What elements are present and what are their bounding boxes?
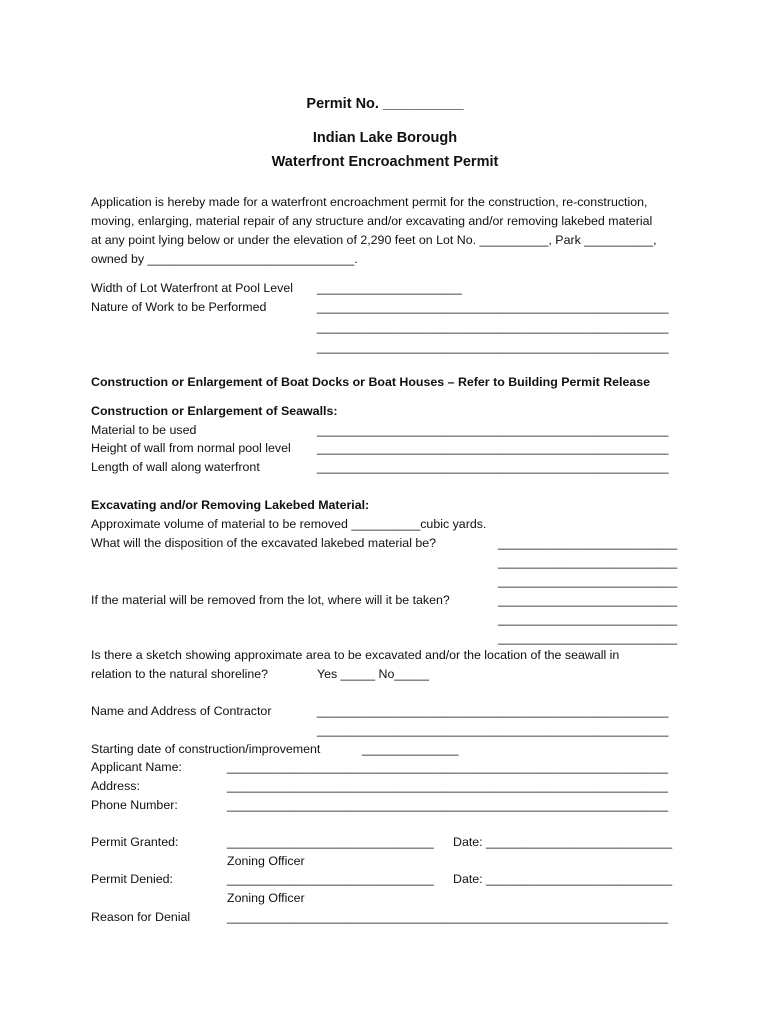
contractor-field[interactable]: ___________________________________________________ (317, 723, 669, 737)
form-title: Waterfront Encroachment Permit (271, 154, 499, 170)
contractor-field[interactable]: ___________________________________________________ (317, 704, 669, 718)
sketch-yes-no-field[interactable]: Yes _____ No_____ (317, 667, 429, 681)
seawall-length-label: Length of wall along waterfront (91, 460, 260, 474)
removal-destination-field[interactable]: __________________________ (498, 612, 678, 626)
nature-of-work-label: Nature of Work to be Performed (91, 300, 267, 314)
zoning-officer-caption: Zoning Officer (227, 891, 305, 905)
applicant-name-label: Applicant Name: (91, 760, 182, 774)
intro-line: at any point lying below or under the elevation of 2,290 feet on Lot No. __________, Park __________, (91, 233, 657, 247)
removal-destination-field[interactable]: __________________________ (498, 631, 678, 645)
seawall-height-field[interactable]: ___________________________________________________ (317, 441, 669, 455)
denied-signature-field[interactable]: ______________________________ (227, 872, 434, 886)
denial-reason-field[interactable]: ________________________________________________________________ (227, 910, 669, 924)
applicant-name-field[interactable]: ________________________________________________________________ (227, 760, 669, 774)
zoning-officer-caption: Zoning Officer (227, 854, 305, 868)
permit-denied-label: Permit Denied: (91, 872, 173, 886)
volume-line[interactable]: Approximate volume of material to be removed __________cubic yards. (91, 517, 487, 531)
seawalls-heading: Construction or Enlargement of Seawalls: (91, 404, 338, 418)
seawall-height-label: Height of wall from normal pool level (91, 441, 291, 455)
seawall-length-field[interactable]: ___________________________________________________ (317, 460, 669, 474)
sketch-question: Is there a sketch showing approximate area to be excavated and/or the location of the seawall in (91, 648, 620, 662)
seawall-material-label: Material to be used (91, 423, 197, 437)
disposition-field[interactable]: __________________________ (498, 574, 678, 588)
granted-date-field[interactable]: Date: ___________________________ (453, 835, 673, 849)
intro-line: moving, enlarging, material repair of any structure and/or excavating and/or removing lakebed material (91, 214, 653, 228)
address-label: Address: (91, 779, 140, 793)
start-date-field[interactable]: ______________ (362, 742, 459, 756)
removal-destination-label: If the material will be removed from the lot, where will it be taken? (91, 593, 450, 607)
seawall-material-field[interactable]: ___________________________________________________ (317, 423, 669, 437)
address-field[interactable]: ________________________________________________________________ (227, 779, 669, 793)
permit-number: Permit No. __________ (306, 96, 464, 112)
excavating-heading: Excavating and/or Removing Lakebed Material: (91, 498, 370, 512)
lot-width-field[interactable]: _____________________ (317, 281, 462, 295)
start-date-label: Starting date of construction/improvement (91, 742, 321, 756)
disposition-field[interactable]: __________________________ (498, 536, 678, 550)
phone-field[interactable]: ________________________________________________________________ (227, 798, 669, 812)
denied-date-field[interactable]: Date: ___________________________ (453, 872, 673, 886)
granted-signature-field[interactable]: ______________________________ (227, 835, 434, 849)
borough-name: Indian Lake Borough (312, 130, 458, 146)
intro-line: Application is hereby made for a waterfront encroachment permit for the construction, re-construction, (91, 195, 648, 209)
removal-destination-field[interactable]: __________________________ (498, 593, 678, 607)
nature-of-work-field[interactable]: ___________________________________________________ (317, 340, 669, 354)
contractor-label: Name and Address of Contractor (91, 704, 272, 718)
sketch-question-cont: relation to the natural shoreline? (91, 667, 269, 681)
intro-line: owned by ______________________________. (91, 252, 358, 266)
phone-label: Phone Number: (91, 798, 178, 812)
boat-docks-heading: Construction or Enlargement of Boat Docks or Boat Houses – Refer to Building Permit Release (91, 375, 651, 389)
lot-width-label: Width of Lot Waterfront at Pool Level (91, 281, 294, 295)
nature-of-work-field[interactable]: ___________________________________________________ (317, 300, 669, 314)
disposition-field[interactable]: __________________________ (498, 555, 678, 569)
denial-reason-label: Reason for Denial (91, 910, 191, 924)
disposition-label: What will the disposition of the excavated lakebed material be? (91, 536, 437, 550)
nature-of-work-field[interactable]: ___________________________________________________ (317, 320, 669, 334)
permit-granted-label: Permit Granted: (91, 835, 179, 849)
